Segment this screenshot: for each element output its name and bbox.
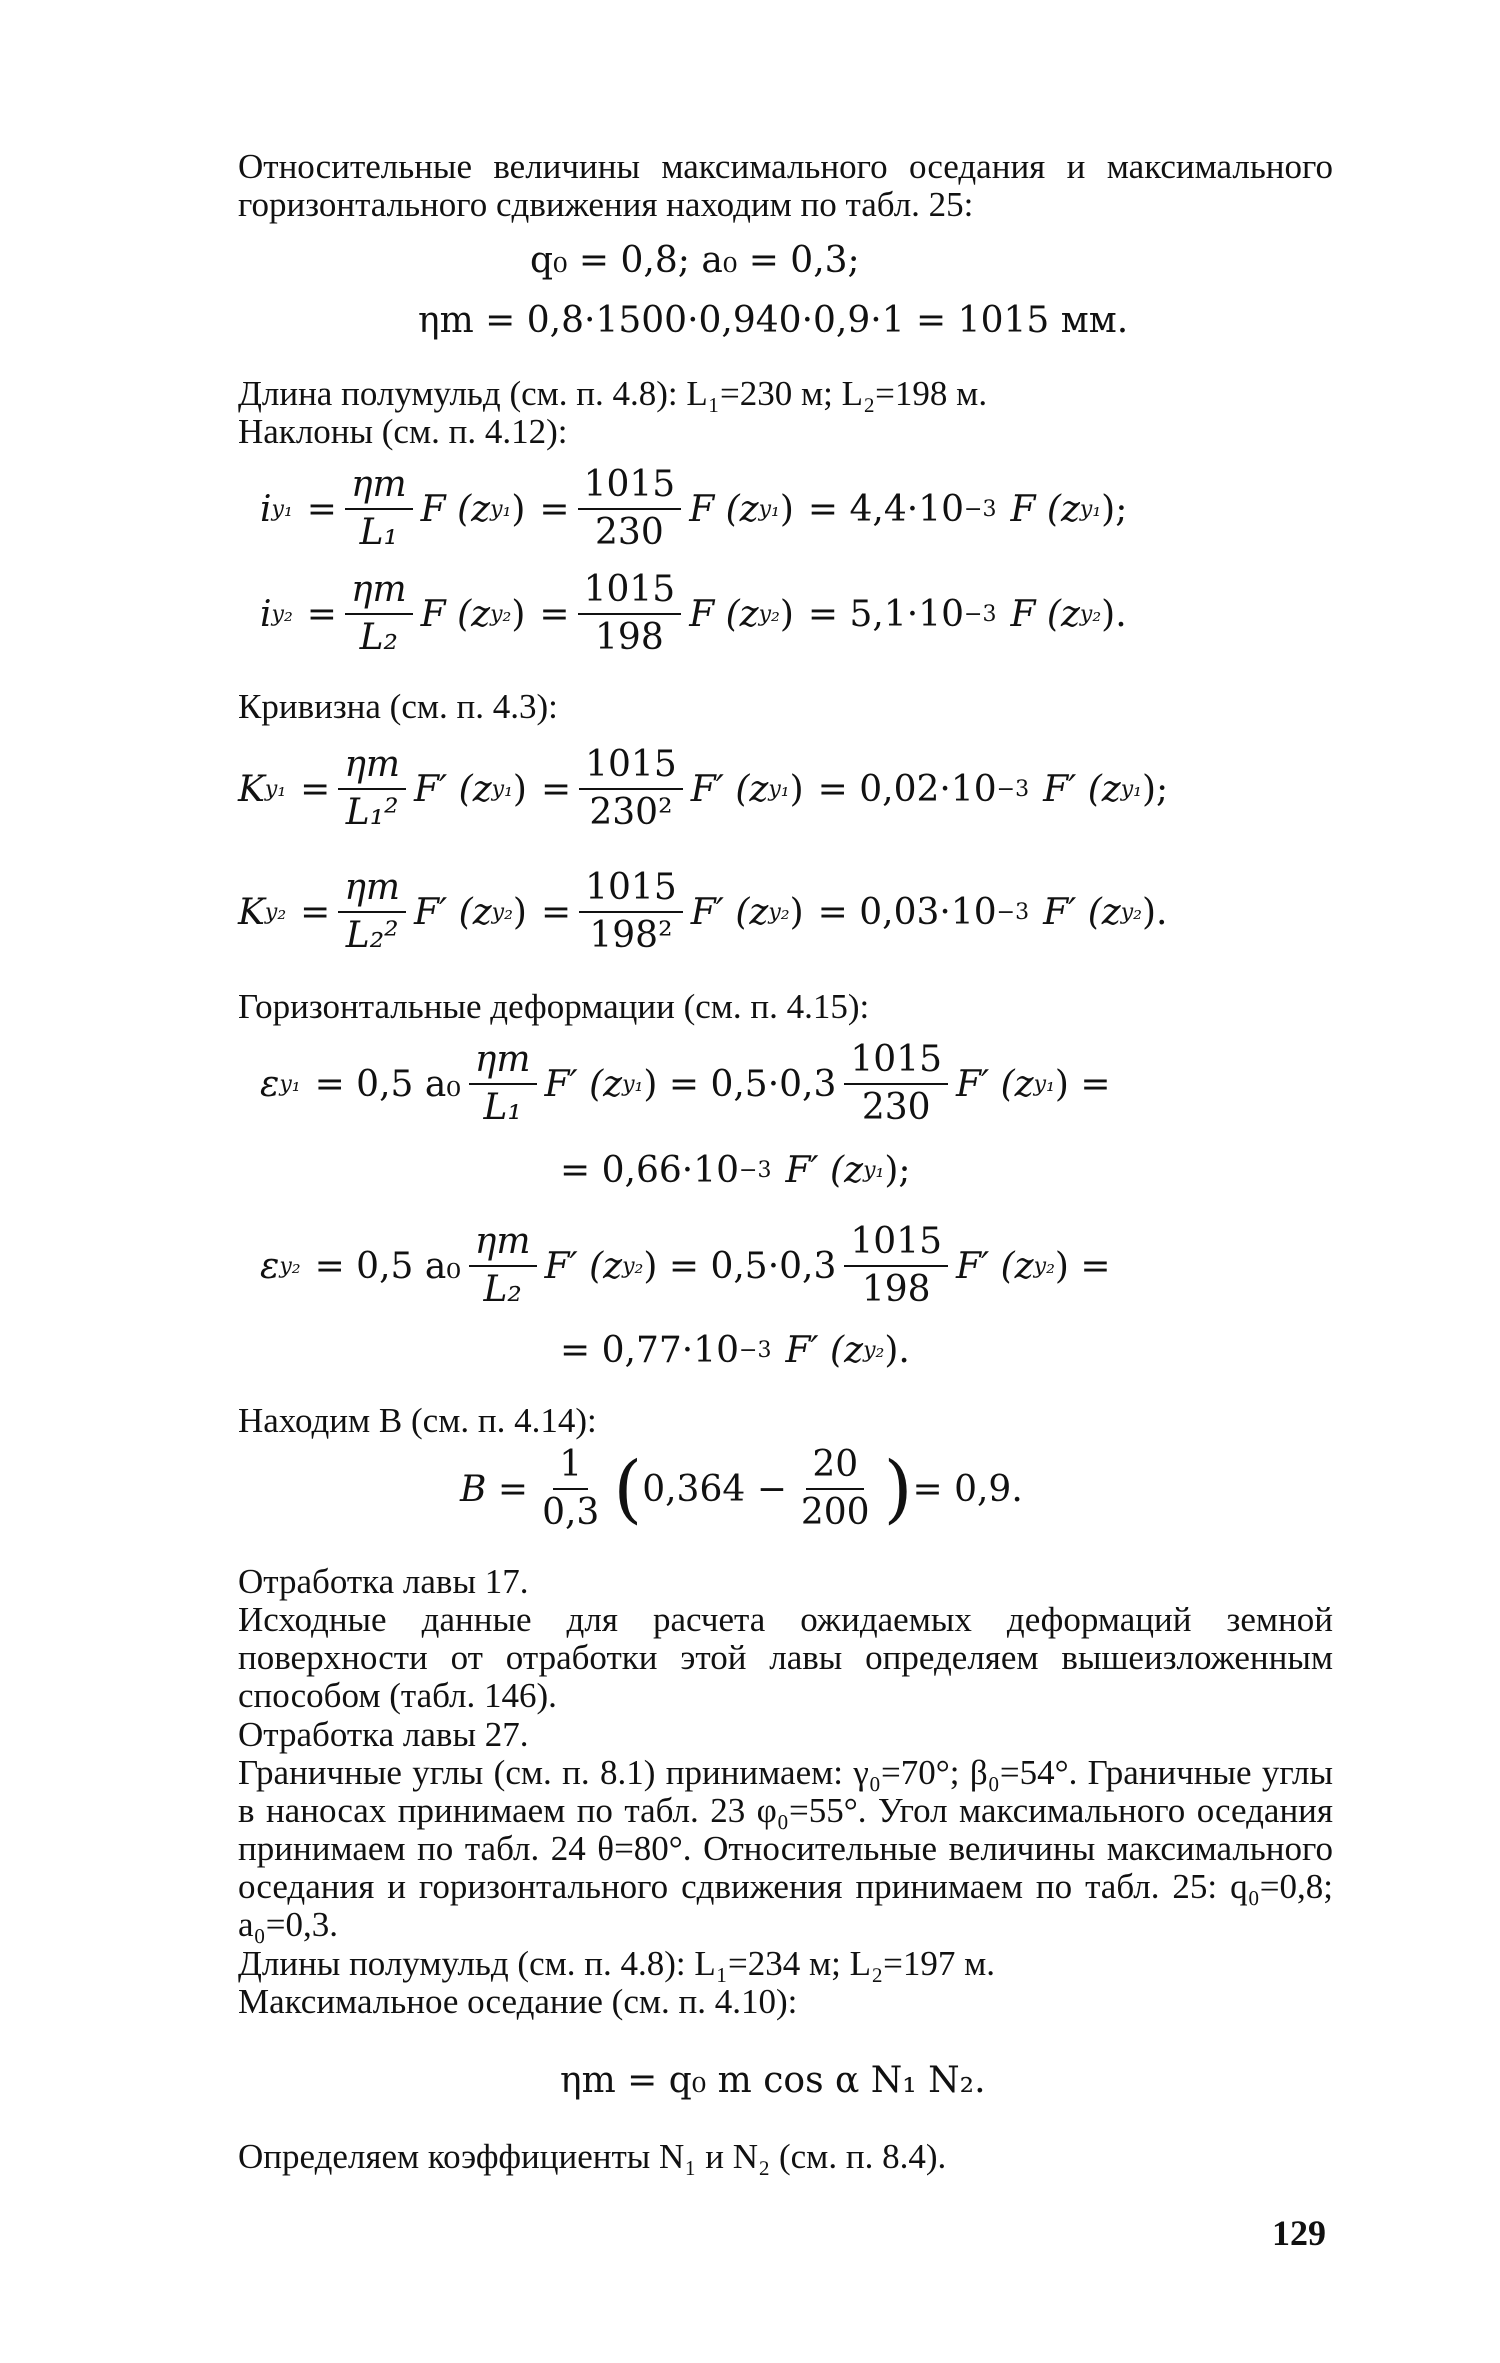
equation-curvature-1: K y₁ = $\frac{\eta m}{\text{L₁²}}$ F′ (z y₁ ) = $\frac{1015}{\text{230²}}$ F′ (z y₁ ) = 0,02·10 −3 F′ (z y₁ ); — [238, 744, 1169, 833]
equation-horizontal-1: ε y₁ = 0,5 a₀ $\frac{\eta m}{\text{L₁}}$ F′ (z y₁ ) = 0,5·0,3 $\frac{1015}{230}$ F′ (z y₁ ) = — [260, 1039, 1111, 1128]
paragraph-boundary-angles: Граничные углы (см. п. 8.1) принимаем: γ₀=70°; β₀=54°. Граничные углы в наносах принимаем по табл. 23 φ₀=55°. Угол максимального оседания принимаем по табл. 24 θ=80°. Относительные величины максимального оседания и горизонтального сдвижения принимаем по табл. 25: q₀=0,8; a₀=0,3. — [238, 1753, 1333, 1944]
equation-horizontal-1-result: = 0,66·10 −3 F′ (z y₁ ); — [560, 1150, 911, 1191]
equation-horizontal-2-result: = 0,77·10 −3 F′ (z y₂ ). — [560, 1330, 910, 1371]
heading-lava-27: Отработка лавы 27. — [238, 1715, 529, 1754]
equation-tilt-1: i y₁ = $\frac{\eta m}{\text{L₁}}$ F (z y₁ ) = $\frac{1015}{230}$ F (z y₁ ) = 4,4·10 −3 F (z y₁ ); — [260, 464, 1128, 553]
paragraph-find-b: Находим B (см. п. 4.14): — [238, 1401, 597, 1440]
paragraph-intro: Относительные величины максимального оседания и максимального горизонтального сдвижения находим по табл. 25: — [238, 147, 1333, 224]
equation-q0-a0: q₀ = 0,8; a₀ = 0,3; — [530, 240, 860, 281]
paragraph-initial-data: Исходные данные для расчета ожидаемых деформаций земной поверхности от отработки этой лавы определяем вышеизложенным способом (табл. 146). — [238, 1600, 1333, 1715]
paragraph-coefficients: Определяем коэффициенты N₁ и N₂ (см. п. 8.4). — [238, 2137, 947, 2176]
equation-eta-formula: ηm = q₀ m cos α N₁ N₂. — [560, 2060, 986, 2101]
page-number: 129 — [1272, 2213, 1326, 2253]
paragraph-horizontal-deformations: Горизонтальные деформации (см. п. 4.15): — [238, 987, 870, 1026]
heading-lava-17: Отработка лавы 17. — [238, 1562, 529, 1601]
equation-b: B = $\frac{1}{0,3}$ ( 0,364 − $\frac{20}{200}$ ) = 0,9. — [460, 1444, 1023, 1533]
equation-tilt-2: i y₂ = $\frac{\eta m}{\text{L₂}}$ F (z y₂ ) = $\frac{1015}{198}$ F (z y₂ ) = 5,1·10 −3 F (z y₂ ). — [260, 569, 1127, 658]
paragraph-half-trough-lengths: Длины полумульд (см. п. 4.8): L₁=234 м; L₂=197 м. — [238, 1944, 996, 1983]
equation-eta-m: ηm = 0,8·1500·0,940·0,9·1 = 1015 мм. — [418, 300, 1129, 341]
paragraph-half-trough-length: Длина полумульд (см. п. 4.8): L₁=230 м; L₂=198 м. — [238, 374, 988, 413]
paragraph-curvature: Кривизна (см. п. 4.3): — [238, 687, 558, 726]
paragraph-tilts: Наклоны (см. п. 4.12): — [238, 412, 568, 451]
equation-horizontal-2: ε y₂ = 0,5 a₀ $\frac{\eta m}{\text{L₂}}$ F′ (z y₂ ) = 0,5·0,3 $\frac{1015}{198}$ F′ (z y₂ ) = — [260, 1221, 1111, 1310]
equation-curvature-2: K y₂ = $\frac{\eta m}{\text{L₂²}}$ F′ (z y₂ ) = $\frac{1015}{\text{198²}}$ F′ (z y₂ ) = 0,03·10 −3 F′ (z y₂ ). — [238, 867, 1168, 956]
paragraph-max-subsidence: Максимальное оседание (см. п. 4.10): — [238, 1982, 798, 2021]
